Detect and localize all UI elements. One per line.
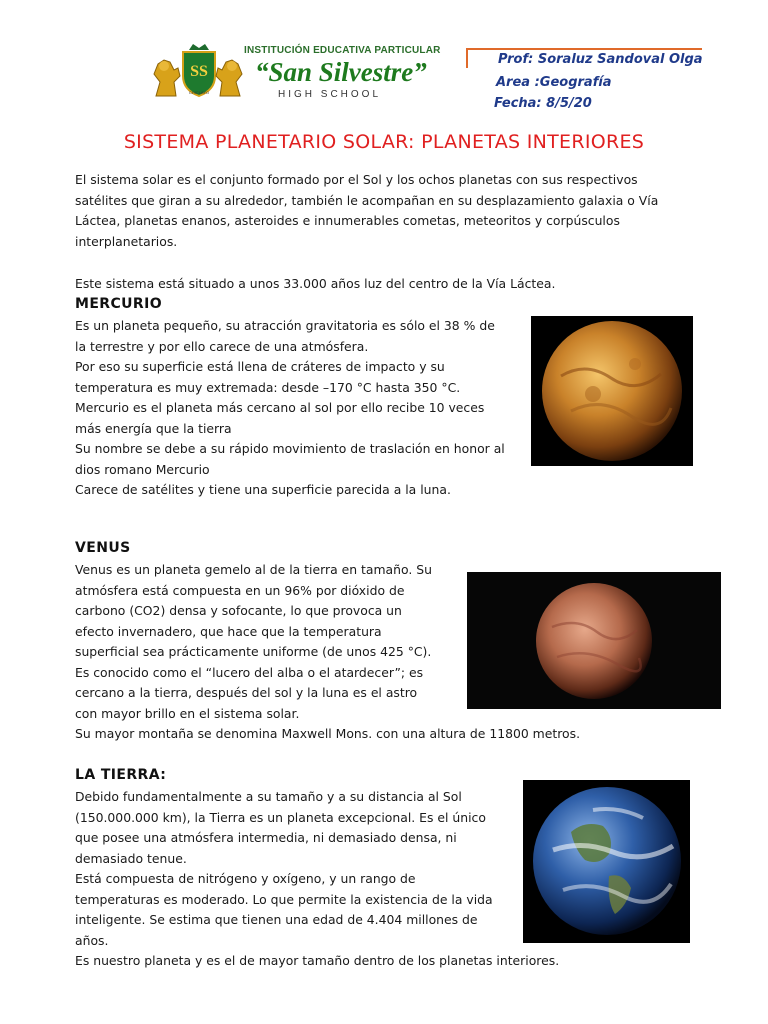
subject-area: Area :Geografía xyxy=(496,75,612,90)
intro-paragraph xyxy=(75,170,658,252)
info-box-border-left xyxy=(466,48,468,68)
text-line: Su nombre se debe a su rápido movimiento de traslación en honor al xyxy=(75,441,505,456)
intro-line: Láctea, planetas enanos, asteroides e innumerables cometas, meteoritos y corpúsculos xyxy=(75,213,620,228)
text-line: más energía que la tierra xyxy=(75,420,232,436)
text-line: Su mayor montaña se denomina Maxwell Mons. con una altura de 11800 metros. xyxy=(75,726,581,741)
document-date: Fecha: 8/5/20 xyxy=(494,96,592,111)
text-line: Carece de satélites y tiene una superficie parecida a la luna. xyxy=(75,482,451,497)
text-line: temperaturas es moderado. Lo que permite la existencia de la vida xyxy=(75,891,493,907)
section-heading-mercurio: MERCURIO xyxy=(75,296,163,312)
distance-line: Este sistema está situado a unos 33.000 años luz del centro de la Vía Láctea. xyxy=(75,276,556,291)
intro-line: interplanetarios. xyxy=(75,233,178,249)
page-title: SISTEMA PLANETARIO SOLAR: PLANETAS INTERIORES xyxy=(123,131,645,153)
mercury-planet-image xyxy=(531,316,693,466)
text-line: atmósfera está compuesta en un 96% por dióxido de xyxy=(75,582,405,598)
text-line: Debido fundamentalmente a su tamaño y a su distancia al Sol xyxy=(75,789,462,804)
section-text-mercurio xyxy=(75,316,505,501)
text-line: dios romano Mercurio xyxy=(75,461,210,477)
text-line: Es conocido como el “lucero del alba o el atardecer”; es xyxy=(75,664,424,680)
section-text-tierra xyxy=(75,787,559,972)
text-line: efecto invernadero, que hace que la temperatura xyxy=(75,623,382,639)
text-line: la terrestre y por ello carece de una atmósfera. xyxy=(75,338,369,354)
section-heading-venus: VENUS xyxy=(75,540,131,556)
text-line: Está compuesta de nitrógeno y oxígeno, y un rango de xyxy=(75,871,416,886)
shield-letters: SS xyxy=(190,63,208,80)
school-subtitle: HIGH SCHOOL xyxy=(278,89,382,100)
lion-right-icon xyxy=(212,52,246,98)
text-line: temperatura es muy extremada: desde –170 °C hasta 350 °C. xyxy=(75,379,461,395)
text-line: demasiado tenue. xyxy=(75,850,187,866)
school-name: INSTITUCIÓN EDUCATIVA PARTICULAR xyxy=(244,45,441,56)
text-line: Es un planeta pequeño, su atracción gravitatoria es sólo el 38 % de xyxy=(75,318,495,333)
text-line: Mercurio es el planeta más cercano al sol por ello recibe 10 veces xyxy=(75,400,485,415)
text-line: años. xyxy=(75,932,109,948)
earth-planet-image xyxy=(523,780,690,943)
teacher-name: Prof: Soraluz Sandoval Olga xyxy=(498,52,703,67)
text-line: con mayor brillo en el sistema solar. xyxy=(75,705,300,721)
text-line: inteligente. Se estima que tienen una edad de 4.404 millones de xyxy=(75,912,478,927)
text-line: Por eso su superficie está llena de cráteres de impacto y su xyxy=(75,359,445,374)
text-line: carbono (CO2) densa y sofocante, lo que provoca un xyxy=(75,603,402,618)
text-line: cercano a la tierra, después del sol y la luna es el astro xyxy=(75,685,418,700)
text-line: Es nuestro planeta y es el de mayor tamaño dentro de los planetas interiores. xyxy=(75,953,560,968)
intro-line: El sistema solar es el conjunto formado por el Sol y los ochos planetas con sus respectivos xyxy=(75,172,638,187)
text-line: Venus es un planeta gemelo al de la tierra en tamaño. Su xyxy=(75,562,432,577)
intro-line: satélites que giran a su alrededor, también le acompañan en su desplazamiento galaxia o Vía xyxy=(75,192,659,208)
lion-left-icon xyxy=(150,52,184,98)
info-box-border-top xyxy=(466,48,702,50)
venus-planet-image xyxy=(467,572,721,709)
distance-paragraph xyxy=(75,274,555,295)
text-line: que posee una atmósfera intermedia, ni demasiado densa, ni xyxy=(75,830,457,845)
shield-city: CHICLAYO xyxy=(188,90,210,95)
text-line: superficial sea prácticamente uniforme (de unos 425 °C). xyxy=(75,644,432,659)
section-heading-tierra: LA TIERRA: xyxy=(75,767,167,783)
school-title: “San Silvestre” xyxy=(255,57,427,87)
text-line: (150.000.000 km), la Tierra es un planeta excepcional. Es el único xyxy=(75,809,486,825)
